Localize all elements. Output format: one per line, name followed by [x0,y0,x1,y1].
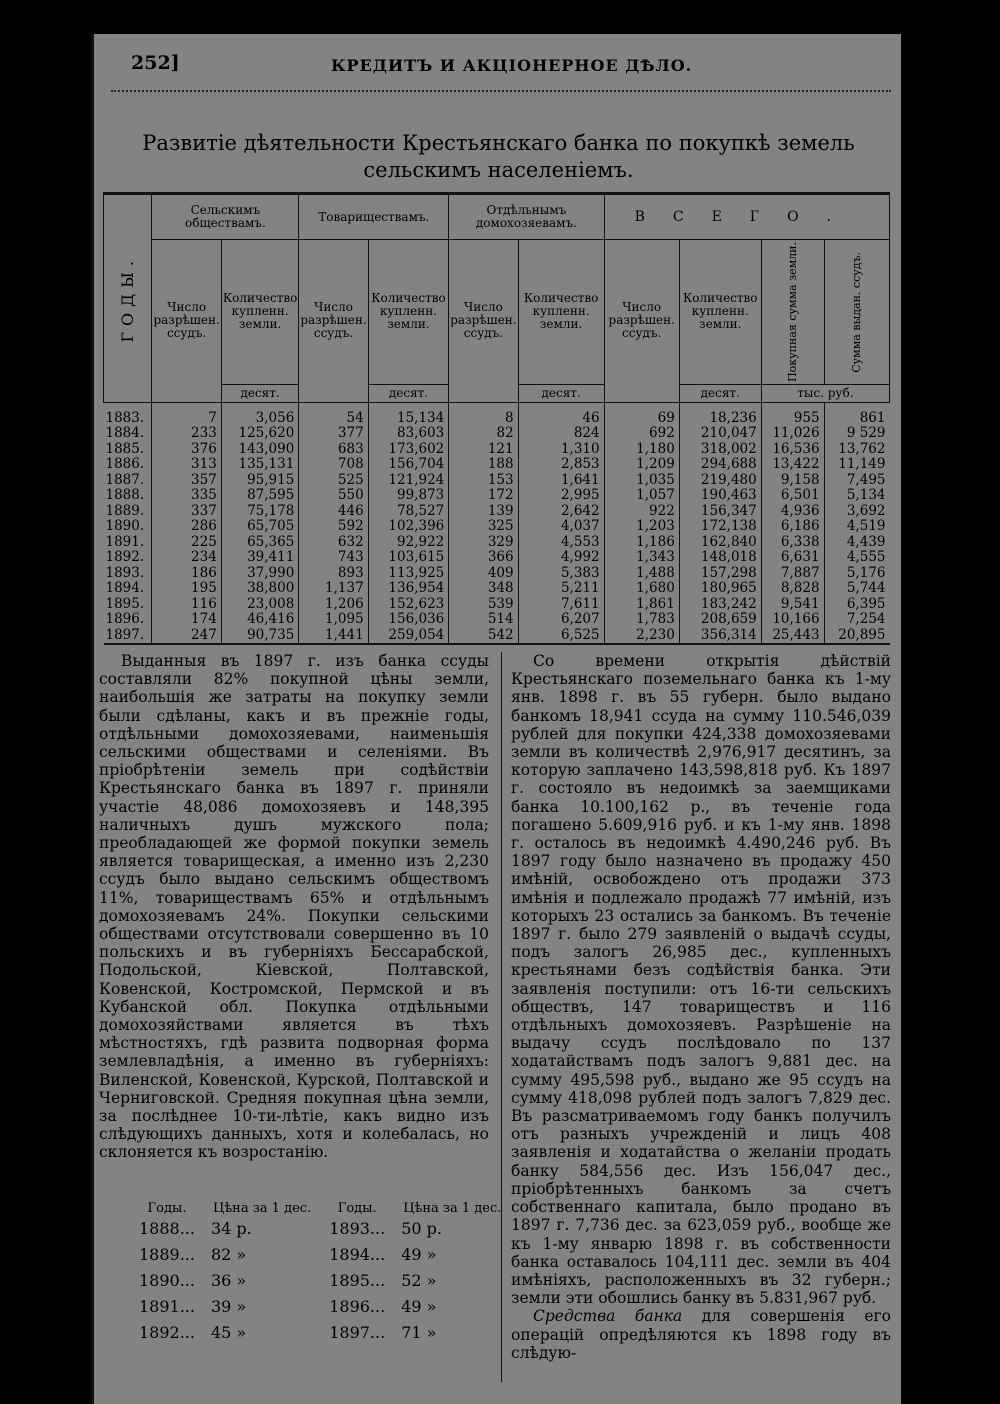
table-cell: 1,186 [604,535,679,551]
header-divider [111,84,891,92]
price-col-price: Цѣна за 1 дес. [403,1201,502,1216]
table-cell: 4,555 [824,550,889,566]
price-year: 1890... [139,1271,195,1290]
land-qty-header: Количество купленн. земли. [221,240,299,385]
running-header [131,46,891,86]
row-year: 1884. [105,425,145,442]
table-cell: 173,602 [368,442,449,458]
years-header: ГОДЫ. [104,194,152,403]
table-cell: 153 [449,473,518,489]
unit-desyat: десят. [221,384,299,402]
table-cell: 1,203 [604,519,679,535]
table-cell: 20,895 [824,628,889,645]
table-cell: 7,495 [824,473,889,489]
table-cell: 893 [299,566,368,582]
purchase-sum-header: Покупная сумма земли. [761,240,824,385]
table-cell: 208,659 [679,612,761,628]
table-cell: 13,762 [824,442,889,458]
table-row [104,426,890,442]
table-cell: 136,954 [368,581,449,597]
land-qty-header: Количество купленн. земли. [368,240,449,385]
table-cell: 5,134 [824,488,889,504]
table-cell: 2,995 [518,488,604,504]
land-qty-header: Количество купленн. земли. [679,240,761,385]
table-cell: 9,158 [761,473,824,489]
right-column-text [511,652,891,1362]
table-row [104,597,890,613]
row-year: 1892. [105,549,145,566]
table-cell: 4,439 [824,535,889,551]
table-cell: 1,180 [604,442,679,458]
row-year: 1893. [105,564,145,581]
table-row [104,504,890,520]
unit-desyat: десят. [518,384,604,402]
row-year: 1896. [105,611,145,628]
table-row [104,535,890,551]
row-year: 1885. [105,440,145,457]
table-cell: 1,488 [604,566,679,582]
table-cell: 692 [604,426,679,442]
table-cell: 190,463 [679,488,761,504]
table-cell: 75,178 [221,504,299,520]
left-column-text: Выданныя въ 1897 г. изъ банка ссуды составляли 82% покупной цѣны земли, наибольшія же затраты на покупку земли были сдѣланы, какъ и въ прежніе годы, отдѣльными домохозяевами, наименьшія сельскими обществами и селеніями. Въ пріобрѣтеніи земель при содѣйствіи Крестьянскаго банка въ 1897 г. приняли участіе 48,086 домохозяевъ и 148,395 наличныхъ душъ мужского пола; преобладающей же формой покупки земель является товарищеская, а именно изъ 2,230 ссудъ было выдано сельскимъ обществомъ 11%, товариществамъ 65% и отдѣльнымъ домохозяевамъ 24%. Покупки сельскими обществами отсутствовали совершенно въ 10 польскихъ и въ губерніяхъ Бессарабской, Подольской, Кіевской, Полтавской, Ковенской, Костромской, Пермской и въ Кубанской обл. Покупка отдѣльными домохозяйствами является въ тѣхъ мѣстностяхъ, гдѣ развита подворная форма землевладѣнія, а именно въ губерніяхъ: Виленской, Ковенской, Курской, Полтавской и Черниговской. Средняя покупная цѣна земли, за послѣднее 10-ти-лѣтіе, какъ видно изъ слѣдующихъ данныхъ, хотя и колебалась, но склоняется къ возростанію. [99,652,489,1162]
table-cell: 174 [152,612,221,628]
price-table-body [131,1216,511,1346]
table-cell: 180,965 [679,581,761,597]
price-year: 1891... [139,1297,195,1316]
table-row [104,628,890,645]
table-row [104,442,890,458]
price-row [131,1294,511,1320]
row-year: 1887. [105,471,145,488]
table-cell: 156,347 [679,504,761,520]
unit-rub: тыс. руб. [761,384,889,402]
table-cell: 7,611 [518,597,604,613]
table-row [104,566,890,582]
table-cell: 6,395 [824,597,889,613]
table-cell: 366 [449,550,518,566]
table-cell: 78,527 [368,504,449,520]
table-cell: 139 [449,504,518,520]
unit-desyat: десят. [679,384,761,402]
price-year: 1897... [329,1323,386,1342]
table-row [104,457,890,473]
price-value: 49 » [401,1245,437,1264]
table-cell: 4,037 [518,519,604,535]
table-cell: 2,642 [518,504,604,520]
table-cell: 143,090 [221,442,299,458]
table-cell: 95,915 [221,473,299,489]
row-year: 1886. [105,456,145,473]
table-cell: 4,519 [824,519,889,535]
group-header-total: ВСЕГО. [604,194,889,240]
price-year: 1888... [139,1219,195,1238]
table-cell: 18,236 [679,402,761,426]
table-cell: 113,925 [368,566,449,582]
table-cell: 6,501 [761,488,824,504]
price-year: 1894... [329,1245,386,1264]
price-value: 34 р. [210,1219,252,1238]
num-loans-header: Число разрѣшен. ссудъ. [604,240,679,403]
price-value: 82 » [210,1245,247,1264]
table-cell: 1,095 [299,612,368,628]
table-cell: 348 [449,581,518,597]
table-cell: 156,036 [368,612,449,628]
table-row [104,550,890,566]
table-cell: 186 [152,566,221,582]
price-col-price: Цѣна за 1 дес. [212,1201,312,1216]
right-paragraph-2: Средства банка для совершенія его операцій опредѣляются къ 1898 году въ слѣдую- [511,1307,891,1362]
price-year: 1895... [329,1271,386,1290]
bank-funds-heading: Средства банка [533,1307,683,1326]
table-cell: 409 [449,566,518,582]
table-cell: 92,922 [368,535,449,551]
table-cell: 148,018 [679,550,761,566]
table-cell: 157,298 [679,566,761,582]
table-cell: 592 [299,519,368,535]
table-cell: 632 [299,535,368,551]
group-header-partnerships: Товариществамъ. [299,194,449,240]
table-cell: 69 [604,402,679,426]
row-year: 1889. [105,502,145,519]
land-qty-header: Количество купленн. земли. [518,240,604,385]
table-row [104,473,890,489]
table-cell: 99,873 [368,488,449,504]
row-year: 1890. [105,518,145,535]
table-cell: 743 [299,550,368,566]
table-cell: 5,176 [824,566,889,582]
table-cell: 356,314 [679,628,761,645]
price-row [131,1216,511,1242]
price-value: 50 р. [401,1219,442,1238]
table-cell: 3,056 [221,402,299,426]
table-cell: 10,166 [761,612,824,628]
table-cell: 1,861 [604,597,679,613]
table-cell: 11,026 [761,426,824,442]
table-cell: 172,138 [679,519,761,535]
table-cell: 8,828 [761,581,824,597]
table-cell: 39,411 [221,550,299,566]
table-cell: 313 [152,457,221,473]
table-cell: 446 [299,504,368,520]
table-cell: 183,242 [679,597,761,613]
table-cell: 3,692 [824,504,889,520]
table-cell: 121 [449,442,518,458]
page [91,34,901,1404]
unit-desyat: десят. [368,384,449,402]
price-value: 49 » [401,1297,437,1316]
table-cell: 54 [299,402,368,426]
table-cell: 4,992 [518,550,604,566]
table-cell: 247 [152,628,221,645]
table-cell: 16,536 [761,442,824,458]
table-row [104,488,890,504]
table-cell: 1,035 [604,473,679,489]
table-cell: 357 [152,473,221,489]
table-cell: 514 [449,612,518,628]
left-border-rule [91,34,94,1404]
price-row [131,1242,511,1268]
table-body [104,402,890,644]
table-cell: 46 [518,402,604,426]
table-cell: 376 [152,442,221,458]
table-cell: 955 [761,402,824,426]
table-cell: 11,149 [824,457,889,473]
table-cell: 135,131 [221,457,299,473]
group-header-householders: Отдѣльнымъ домохозяевамъ. [449,194,604,240]
table-cell: 1,343 [604,550,679,566]
table-cell: 824 [518,426,604,442]
table-cell: 6,525 [518,628,604,645]
table-cell: 4,553 [518,535,604,551]
table-cell: 46,416 [221,612,299,628]
row-year: 1894. [105,580,145,597]
table-row [104,612,890,628]
price-year: 1893... [329,1219,386,1238]
table-cell: 234 [152,550,221,566]
table-cell: 83,603 [368,426,449,442]
table-cell: 121,924 [368,473,449,489]
price-row [131,1320,511,1346]
table-cell: 1,680 [604,581,679,597]
table-cell: 861 [824,402,889,426]
table-cell: 1,209 [604,457,679,473]
table-cell: 90,735 [221,628,299,645]
table-cell: 102,396 [368,519,449,535]
table-cell: 172 [449,488,518,504]
loan-sum-header: Сумма выдан. ссудъ. [824,240,889,385]
table-cell: 195 [152,581,221,597]
table-cell: 152,623 [368,597,449,613]
table-cell: 65,365 [221,535,299,551]
table-cell: 2,853 [518,457,604,473]
table-cell: 683 [299,442,368,458]
table-row [104,402,890,426]
group-header-communities: Сельскимъ обществамъ. [152,194,299,240]
table-cell: 156,704 [368,457,449,473]
price-col-years: Годы. [147,1201,187,1216]
table-cell: 225 [152,535,221,551]
price-table [131,1202,511,1346]
table-cell: 162,840 [679,535,761,551]
table-cell: 219,480 [679,473,761,489]
table-cell: 708 [299,457,368,473]
table-cell: 1,641 [518,473,604,489]
row-year: 1883. [105,409,145,426]
table-cell: 922 [604,504,679,520]
table-cell: 116 [152,597,221,613]
table-cell: 6,631 [761,550,824,566]
table-cell: 4,936 [761,504,824,520]
table-cell: 1,310 [518,442,604,458]
table-cell: 38,800 [221,581,299,597]
table-cell: 82 [449,426,518,442]
table-cell: 318,002 [679,442,761,458]
table-cell: 125,620 [221,426,299,442]
num-loans-header: Число разрѣшен. ссудъ. [449,240,518,403]
price-year: 1892... [139,1323,195,1342]
price-value: 45 » [210,1323,247,1342]
table-cell: 25,443 [761,628,824,645]
table-cell: 1,137 [299,581,368,597]
table-cell: 210,047 [679,426,761,442]
row-year: 1888. [105,487,145,504]
table-cell: 23,008 [221,597,299,613]
table-cell: 1,441 [299,628,368,645]
table-cell: 5,383 [518,566,604,582]
num-loans-header: Число разрѣшен. ссудъ. [152,240,221,403]
table-cell: 2,230 [604,628,679,645]
table-cell: 6,207 [518,612,604,628]
num-loans-header: Число разрѣшен. ссудъ. [299,240,368,403]
table-cell: 329 [449,535,518,551]
table-cell: 9 529 [824,426,889,442]
table-cell: 233 [152,426,221,442]
row-year: 1891. [105,533,145,550]
table-cell: 542 [449,628,518,645]
price-year: 1889... [139,1245,195,1264]
table-cell: 377 [299,426,368,442]
table-cell: 37,990 [221,566,299,582]
table-cell: 188 [449,457,518,473]
table-cell: 539 [449,597,518,613]
table-cell: 325 [449,519,518,535]
price-value: 71 » [401,1323,437,1342]
price-value: 36 » [210,1271,247,1290]
running-title: КРЕДИТЪ И АКЦІОНЕРНОЕ ДѢЛО. [331,56,693,75]
statistics-table [103,192,890,645]
table-row [104,519,890,535]
table-cell: 15,134 [368,402,449,426]
table-cell: 259,054 [368,628,449,645]
row-year: 1895. [105,595,145,612]
table-cell: 294,688 [679,457,761,473]
table-cell: 335 [152,488,221,504]
table-cell: 65,705 [221,519,299,535]
table-cell: 103,615 [368,550,449,566]
table-cell: 6,338 [761,535,824,551]
table-cell: 1,206 [299,597,368,613]
price-value: 52 » [401,1271,437,1290]
table-cell: 1,057 [604,488,679,504]
price-col-years: Годы. [337,1201,377,1216]
table-cell: 286 [152,519,221,535]
table-cell: 5,744 [824,581,889,597]
table-cell: 525 [299,473,368,489]
table-cell: 6,186 [761,519,824,535]
table-cell: 337 [152,504,221,520]
table-cell: 13,422 [761,457,824,473]
right-paragraph-1: Со времени открытія дѣйствій Крестьянскаго поземельнаго банка къ 1-му янв. 1898 г. въ 55 губерн. было выдано банкомъ 18,941 ссуда на сумму 110.546,039 рублей для покупки 424,338 домохозяевами земли въ количествѣ 2,976,917 десятинъ, за которую заплачено 143,598,818 руб. Къ 1897 г. состояло въ недоимкѣ за заемщиками банка 10.100,162 р., въ теченіе года погашено 5.609,916 руб. и къ 1-му янв. 1898 г. осталось въ недоимкѣ 4.490,246 руб. Въ 1897 году было назначено въ продажу 450 имѣній, освобождено отъ продажи 373 имѣнія и подлежало продажѣ 77 имѣній, изъ которыхъ 23 остались за банкомъ. Въ теченіе 1897 г. было 279 заявленій о выдачѣ ссуды, подъ залогъ 26,985 дес., купленныхъ крестьянами безъ содѣйствія банка. Эти заявленія поступили: отъ 16-ти сельскихъ обществъ, 147 товариществъ и 116 отдѣльныхъ домохозяевъ. Разрѣшеніе на выдачу ссудъ послѣдовало по 137 ходатайствамъ подъ залогъ 9,881 дес. на сумму 495,598 руб., выдано же 95 ссудъ на сумму 418,098 рублей подъ залогъ 7,829 дес. Въ разсматриваемомъ году банкъ получилъ отъ разныхъ учрежденій и лицъ 408 заявленія и ходатайства о желаніи продать банку 584,556 дес. Изъ 156,047 дес., пріобрѣтенныхъ банкомъ за счетъ собственнаго капитала, было продано въ 1897 г. 7,736 дес. за 623,059 руб., вообще же къ 1-му январю 1898 г. въ собственности банка оставалось 104,111 дес. земли въ 404 имѣніяхъ, расположенныхъ въ 32 губерн.; земли эти обошлись банку въ 5.831,967 руб. [511,652,891,1308]
table-cell: 550 [299,488,368,504]
table-cell: 7,887 [761,566,824,582]
price-row [131,1268,511,1294]
page-number: 252] [131,52,180,74]
table-row [104,581,890,597]
table-cell: 9,541 [761,597,824,613]
table-cell: 8 [449,402,518,426]
table-cell: 1,783 [604,612,679,628]
table-cell: 7 [152,402,221,426]
price-year: 1896... [329,1297,386,1316]
table-cell: 87,595 [221,488,299,504]
price-value: 39 » [210,1297,247,1316]
row-year: 1897. [105,626,145,643]
table-cell: 5,211 [518,581,604,597]
table-cell: 7,254 [824,612,889,628]
table-title: Развитіе дѣятельности Крестьянскаго банка по покупкѣ земель сельскимъ населеніемъ. [142,131,855,182]
